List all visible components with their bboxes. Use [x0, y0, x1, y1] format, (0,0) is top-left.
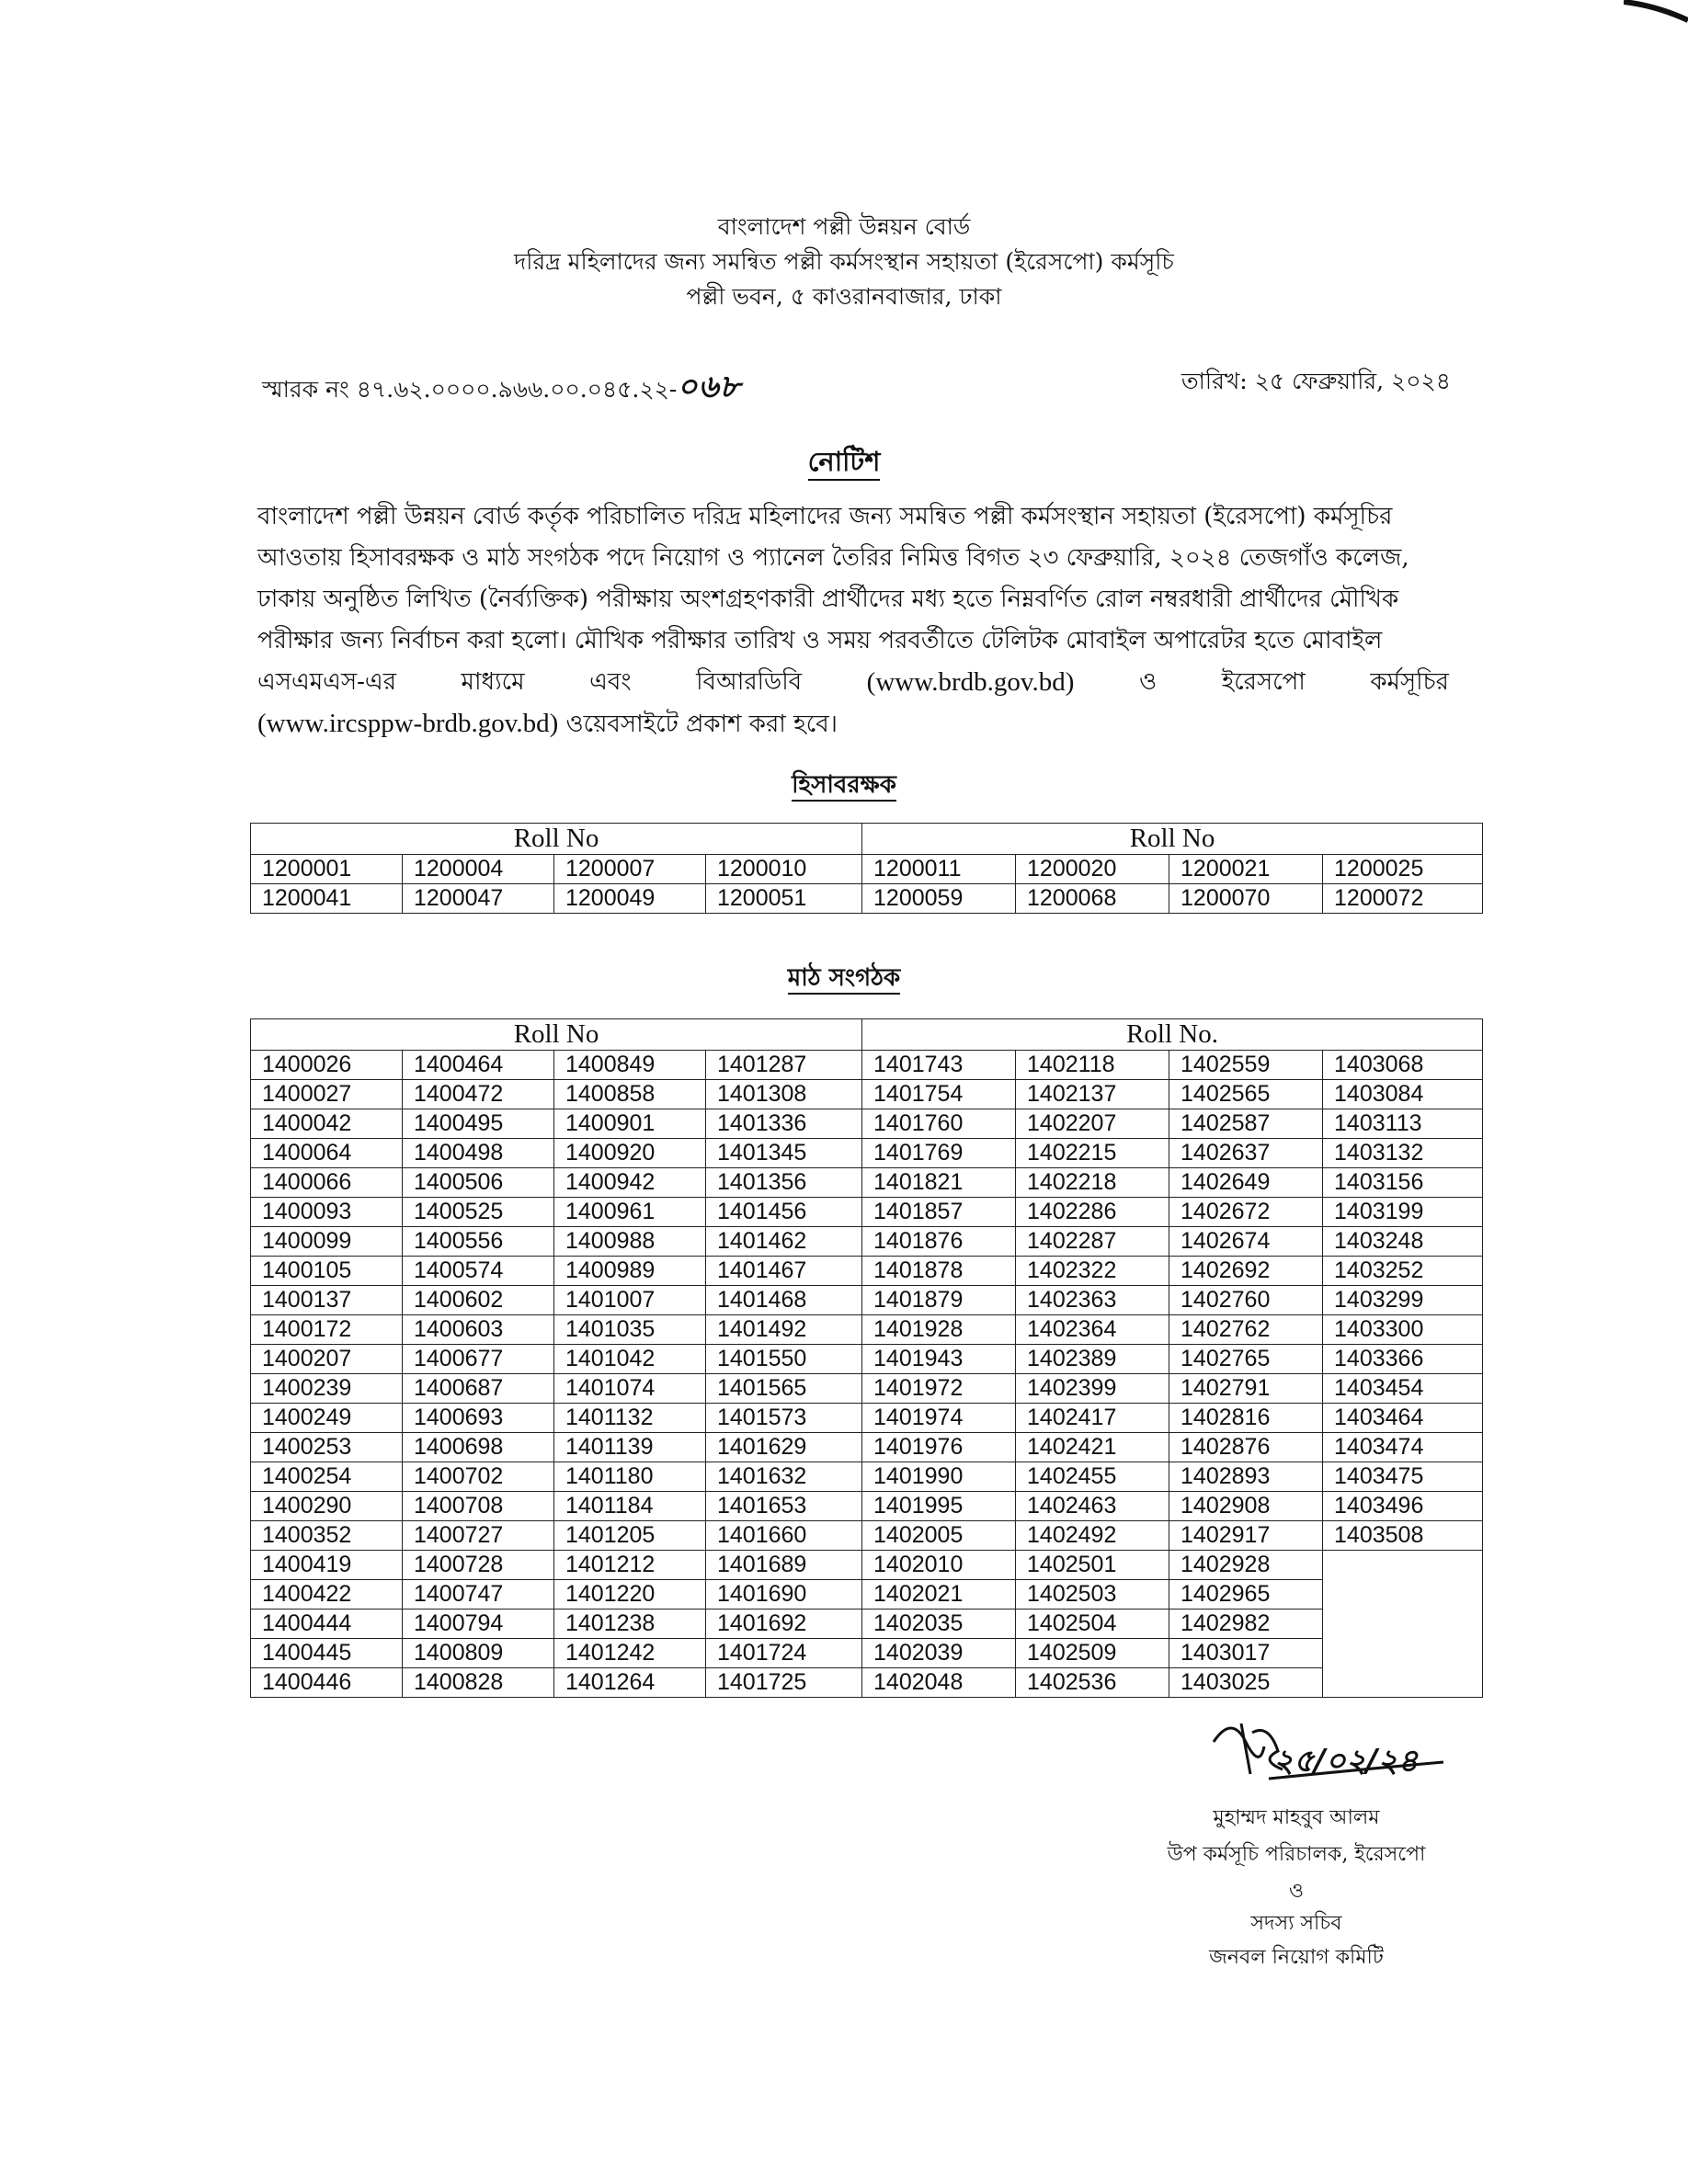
roll-no-header: Roll No — [862, 824, 1483, 855]
roll-cell: 1401653 — [706, 1492, 862, 1521]
table-row — [251, 1286, 1483, 1315]
field-organizer-section-title: মাঠ সংগঠক — [0, 959, 1688, 999]
roll-cell: 1401132 — [554, 1404, 706, 1433]
roll-cell: 1400290 — [251, 1492, 403, 1521]
roll-cell: 1402399 — [1016, 1374, 1169, 1404]
roll-cell: 1401692 — [706, 1610, 862, 1639]
roll-cell: 1400254 — [251, 1462, 403, 1492]
table-row — [251, 1109, 1483, 1139]
roll-cell: 1400093 — [251, 1198, 403, 1227]
table-row — [251, 1433, 1483, 1462]
roll-cell: 1403084 — [1323, 1080, 1483, 1109]
roll-cell: 1401467 — [706, 1257, 862, 1286]
roll-cell: 1403068 — [1323, 1051, 1483, 1080]
roll-cell: 1400445 — [251, 1639, 403, 1668]
roll-cell: 1400444 — [251, 1610, 403, 1639]
roll-cell: 1402010 — [862, 1551, 1016, 1580]
table-row — [251, 1227, 1483, 1257]
roll-cell: 1200068 — [1016, 884, 1169, 914]
roll-cell — [1323, 1610, 1483, 1639]
roll-cell: 1401468 — [706, 1286, 862, 1315]
roll-no-header: Roll No — [251, 824, 862, 855]
notice-line: (www.ircsppw-brdb.gov.bd) ওয়েবসাইটে প্রকাশ করা হবে। — [257, 709, 838, 738]
signatory-committee: জনবল নিয়োগ কমিটি — [1209, 1946, 1384, 1969]
roll-cell: 1403508 — [1323, 1521, 1483, 1551]
roll-cell: 1401690 — [706, 1580, 862, 1610]
roll-cell: 1401074 — [554, 1374, 706, 1404]
notice-line: ঢাকায় অনুষ্ঠিত লিখিত (নৈর্ব্যক্তিক) পরীক্ষায় অংশগ্রহণকারী প্রার্থীদের মধ্য হতে নিম্নবর্ণিত রোল নম্বরধারী প্রার্থীদের মৌখিক — [257, 586, 1399, 613]
roll-cell: 1400727 — [403, 1521, 554, 1551]
roll-cell: 1401632 — [706, 1462, 862, 1492]
roll-cell: 1402207 — [1016, 1109, 1169, 1139]
roll-cell: 1401139 — [554, 1433, 706, 1462]
roll-cell: 1401629 — [706, 1433, 862, 1462]
table-row — [251, 1080, 1483, 1109]
roll-cell: 1200010 — [706, 855, 862, 884]
roll-cell: 1400064 — [251, 1139, 403, 1168]
roll-cell: 1400693 — [403, 1404, 554, 1433]
roll-cell: 1403248 — [1323, 1227, 1483, 1257]
roll-cell: 1400419 — [251, 1551, 403, 1580]
roll-cell: 1200011 — [862, 855, 1016, 884]
roll-cell: 1402492 — [1016, 1521, 1169, 1551]
roll-cell: 1401743 — [862, 1051, 1016, 1080]
table-row — [251, 1198, 1483, 1227]
brdb-website-link[interactable]: (www.brdb.gov.bd) — [866, 667, 1075, 697]
roll-cell: 1401220 — [554, 1580, 706, 1610]
roll-cell: 1402364 — [1016, 1315, 1169, 1345]
roll-cell: 1403454 — [1323, 1374, 1483, 1404]
roll-cell: 1400472 — [403, 1080, 554, 1109]
roll-cell: 1401769 — [862, 1139, 1016, 1168]
roll-cell: 1400207 — [251, 1345, 403, 1374]
table-row — [251, 1168, 1483, 1198]
table-row — [251, 1668, 1483, 1698]
table-row — [251, 1492, 1483, 1521]
roll-cell: 1400464 — [403, 1051, 554, 1080]
signatory-conjunction: ও — [1288, 1880, 1305, 1903]
roll-cell: 1402455 — [1016, 1462, 1169, 1492]
roll-cell: 1402421 — [1016, 1433, 1169, 1462]
table-row — [251, 855, 1483, 884]
roll-cell: 1402893 — [1169, 1462, 1323, 1492]
roll-cell: 1402048 — [862, 1668, 1016, 1698]
table-row — [251, 1551, 1483, 1580]
roll-cell: 1400858 — [554, 1080, 706, 1109]
roll-cell: 1402587 — [1169, 1109, 1323, 1139]
roll-cell: 1403496 — [1323, 1492, 1483, 1521]
roll-cell: 1200007 — [554, 855, 706, 884]
roll-cell: 1402965 — [1169, 1580, 1323, 1610]
roll-cell: 1401007 — [554, 1286, 706, 1315]
roll-cell: 1400708 — [403, 1492, 554, 1521]
roll-cell: 1401456 — [706, 1198, 862, 1227]
roll-cell: 1403366 — [1323, 1345, 1483, 1374]
roll-cell: 1400239 — [251, 1374, 403, 1404]
table-row — [251, 1139, 1483, 1168]
table-row — [251, 1610, 1483, 1639]
roll-cell: 1402504 — [1016, 1610, 1169, 1639]
signatory-name: মুহাম্মদ মাহবুব আলম — [1213, 1806, 1380, 1829]
roll-cell: 1200047 — [403, 884, 554, 914]
roll-cell: 1200070 — [1169, 884, 1323, 914]
roll-cell: 1402876 — [1169, 1433, 1323, 1462]
roll-cell: 1401972 — [862, 1374, 1016, 1404]
org-name: বাংলাদেশ পল্লী উন্নয়ন বোর্ড — [717, 213, 971, 240]
roll-cell: 1200020 — [1016, 855, 1169, 884]
roll-cell: 1403025 — [1169, 1668, 1323, 1698]
roll-cell: 1402908 — [1169, 1492, 1323, 1521]
office-address: পল্লী ভবন, ৫ কাওরানবাজার, ঢাকা — [686, 283, 1002, 310]
signatory-role: সদস্য সচিব — [1250, 1912, 1342, 1935]
roll-cell: 1400446 — [251, 1668, 403, 1698]
roll-cell: 1402005 — [862, 1521, 1016, 1551]
ircsppw-website-link[interactable]: (www.ircsppw-brdb.gov.bd) — [257, 709, 559, 738]
roll-cell: 1403474 — [1323, 1433, 1483, 1462]
notice-line: আওতায় হিসাবরক্ষক ও মাঠ সংগঠক পদে নিয়োগ ও প্যানেল তৈরির নিমিত্ত বিগত ২৩ ফেব্রুয়ারি, ২০২৪ তেজগাঁও কলেজ, — [257, 544, 1409, 572]
memo-number — [262, 363, 741, 415]
roll-cell: 1400602 — [403, 1286, 554, 1315]
roll-cell — [1323, 1551, 1483, 1580]
roll-cell: 1400525 — [403, 1198, 554, 1227]
roll-cell: 1400249 — [251, 1404, 403, 1433]
roll-cell: 1402982 — [1169, 1610, 1323, 1639]
roll-cell: 1403475 — [1323, 1462, 1483, 1492]
roll-cell: 1402501 — [1016, 1551, 1169, 1580]
roll-cell: 1401042 — [554, 1345, 706, 1374]
table-row — [251, 1345, 1483, 1374]
roll-cell: 1400747 — [403, 1580, 554, 1610]
roll-cell: 1403300 — [1323, 1315, 1483, 1345]
roll-no-header: Roll No. — [862, 1019, 1483, 1051]
roll-cell: 1401725 — [706, 1668, 862, 1698]
roll-cell: 1403199 — [1323, 1198, 1483, 1227]
roll-cell: 1402363 — [1016, 1286, 1169, 1315]
table-row — [251, 1315, 1483, 1345]
memo-prefix: স্মারক নং ৪৭.৬২.০০০০.৯৬৬.০০.০৪৫.২২- — [262, 376, 678, 403]
roll-cell: 1401974 — [862, 1404, 1016, 1433]
roll-cell — [1323, 1668, 1483, 1698]
roll-cell: 1403464 — [1323, 1404, 1483, 1433]
roll-cell: 1401345 — [706, 1139, 862, 1168]
notice-date: তারিখ: ২৫ ফেব্রুয়ারি, ২০২৪ — [1180, 368, 1451, 394]
roll-cell: 1401660 — [706, 1521, 862, 1551]
roll-cell: 1402322 — [1016, 1257, 1169, 1286]
roll-cell: 1402021 — [862, 1580, 1016, 1610]
roll-cell: 1401878 — [862, 1257, 1016, 1286]
signature-image — [1195, 1705, 1462, 1797]
roll-cell: 1402816 — [1169, 1404, 1323, 1433]
roll-cell: 1402503 — [1016, 1580, 1169, 1610]
roll-cell: 1400352 — [251, 1521, 403, 1551]
roll-cell: 1401336 — [706, 1109, 862, 1139]
memo-handwritten-number: ০৬৮ — [677, 369, 741, 405]
roll-cell: 1403132 — [1323, 1139, 1483, 1168]
roll-cell: 1402791 — [1169, 1374, 1323, 1404]
roll-cell: 1400026 — [251, 1051, 403, 1080]
roll-cell — [1323, 1639, 1483, 1668]
table-row — [251, 1462, 1483, 1492]
program-name: দরিদ্র মহিলাদের জন্য সমন্বিত পল্লী কর্মসংস্থান সহায়তা (ইরেসপো) কর্মসূচি — [514, 248, 1174, 275]
roll-cell: 1402536 — [1016, 1668, 1169, 1698]
roll-cell: 1401928 — [862, 1315, 1016, 1345]
roll-cell: 1400556 — [403, 1227, 554, 1257]
roll-cell: 1402118 — [1016, 1051, 1169, 1080]
roll-cell: 1402286 — [1016, 1198, 1169, 1227]
roll-cell: 1402565 — [1169, 1080, 1323, 1109]
roll-cell: 1200049 — [554, 884, 706, 914]
roll-cell: 1400099 — [251, 1227, 403, 1257]
roll-cell: 1400677 — [403, 1345, 554, 1374]
roll-cell: 1400105 — [251, 1257, 403, 1286]
roll-cell: 1402672 — [1169, 1198, 1323, 1227]
roll-cell: 1401242 — [554, 1639, 706, 1668]
roll-cell: 1200025 — [1323, 855, 1483, 884]
roll-cell: 1402674 — [1169, 1227, 1323, 1257]
accountant-section-title: হিসাবরক্ষক — [0, 766, 1688, 806]
roll-cell: 1401976 — [862, 1433, 1016, 1462]
notice-line: পরীক্ষার জন্য নির্বাচন করা হলো। মৌখিক পরীক্ষার তারিখ ও সময় পরবর্তীতে টেলিটক মোবাইল অপারেটর হতে মোবাইল — [257, 627, 1383, 654]
roll-cell: 1402917 — [1169, 1521, 1323, 1551]
roll-cell: 1402215 — [1016, 1139, 1169, 1168]
roll-cell: 1401356 — [706, 1168, 862, 1198]
roll-cell: 1401264 — [554, 1668, 706, 1698]
roll-cell: 1401492 — [706, 1315, 862, 1345]
roll-cell: 1401565 — [706, 1374, 862, 1404]
notice-line: এসএমএস-এর মাধ্যমে এবং বিআরডিবি (www.brdb.gov.bd) ও ইরেসপো কর্মসূচির — [257, 662, 1449, 703]
roll-cell: 1401462 — [706, 1227, 862, 1257]
roll-cell — [1323, 1580, 1483, 1610]
roll-cell: 1401821 — [862, 1168, 1016, 1198]
roll-cell: 1403156 — [1323, 1168, 1483, 1198]
roll-cell: 1401879 — [862, 1286, 1016, 1315]
roll-cell: 1401212 — [554, 1551, 706, 1580]
roll-cell: 1402035 — [862, 1610, 1016, 1639]
roll-cell: 1401943 — [862, 1345, 1016, 1374]
roll-cell: 1400809 — [403, 1639, 554, 1668]
table-row — [251, 1639, 1483, 1668]
roll-cell: 1401238 — [554, 1610, 706, 1639]
roll-cell: 1400495 — [403, 1109, 554, 1139]
letterhead — [0, 210, 1688, 314]
roll-cell: 1402463 — [1016, 1492, 1169, 1521]
roll-cell: 1403299 — [1323, 1286, 1483, 1315]
roll-cell: 1402218 — [1016, 1168, 1169, 1198]
roll-cell: 1401287 — [706, 1051, 862, 1080]
notice-title: নোটিশ — [0, 441, 1688, 486]
notice-body — [257, 496, 1449, 745]
roll-cell: 1400027 — [251, 1080, 403, 1109]
roll-cell: 1400920 — [554, 1139, 706, 1168]
roll-cell: 1401035 — [554, 1315, 706, 1345]
roll-cell: 1400172 — [251, 1315, 403, 1345]
field-organizer-roll-table — [250, 1018, 1483, 1698]
roll-cell: 1401205 — [554, 1521, 706, 1551]
roll-cell: 1402928 — [1169, 1551, 1323, 1580]
table-row — [251, 1257, 1483, 1286]
roll-cell: 1400961 — [554, 1198, 706, 1227]
roll-cell: 1400828 — [403, 1668, 554, 1698]
roll-cell: 1402649 — [1169, 1168, 1323, 1198]
roll-cell: 1402287 — [1016, 1227, 1169, 1257]
roll-cell: 1400702 — [403, 1462, 554, 1492]
roll-cell: 1400574 — [403, 1257, 554, 1286]
table-row — [251, 1521, 1483, 1551]
roll-cell: 1400989 — [554, 1257, 706, 1286]
roll-cell: 1401573 — [706, 1404, 862, 1433]
roll-cell: 1401180 — [554, 1462, 706, 1492]
roll-cell: 1400506 — [403, 1168, 554, 1198]
roll-cell: 1402389 — [1016, 1345, 1169, 1374]
roll-cell: 1401184 — [554, 1492, 706, 1521]
roll-cell: 1402765 — [1169, 1345, 1323, 1374]
roll-cell: 1400698 — [403, 1433, 554, 1462]
roll-cell: 1402762 — [1169, 1315, 1323, 1345]
roll-cell: 1200041 — [251, 884, 403, 914]
roll-cell: 1200072 — [1323, 884, 1483, 914]
roll-cell: 1400849 — [554, 1051, 706, 1080]
roll-cell: 1402637 — [1169, 1139, 1323, 1168]
roll-cell: 1400137 — [251, 1286, 403, 1315]
roll-cell: 1403017 — [1169, 1639, 1323, 1668]
roll-cell: 1400042 — [251, 1109, 403, 1139]
roll-cell: 1403113 — [1323, 1109, 1483, 1139]
roll-cell: 1401308 — [706, 1080, 862, 1109]
roll-cell: 1400794 — [403, 1610, 554, 1639]
roll-cell: 1200051 — [706, 884, 862, 914]
roll-cell: 1400498 — [403, 1139, 554, 1168]
roll-cell: 1200004 — [403, 855, 554, 884]
roll-cell: 1401857 — [862, 1198, 1016, 1227]
roll-cell: 1401876 — [862, 1227, 1016, 1257]
roll-cell: 1400942 — [554, 1168, 706, 1198]
roll-cell: 1401689 — [706, 1551, 862, 1580]
roll-cell: 1200059 — [862, 884, 1016, 914]
roll-cell: 1401990 — [862, 1462, 1016, 1492]
roll-cell: 1401724 — [706, 1639, 862, 1668]
roll-cell: 1403252 — [1323, 1257, 1483, 1286]
signature-date: ২৫/০২/২৪ — [1273, 1743, 1419, 1780]
roll-cell: 1400988 — [554, 1227, 706, 1257]
accountant-roll-table — [250, 823, 1483, 914]
roll-cell: 1401995 — [862, 1492, 1016, 1521]
table-row — [251, 1404, 1483, 1433]
roll-cell: 1400422 — [251, 1580, 403, 1610]
signatory-designation: উপ কর্মসূচি পরিচালক, ইরেসপো — [1167, 1843, 1426, 1866]
roll-cell: 1400728 — [403, 1551, 554, 1580]
roll-cell: 1400603 — [403, 1315, 554, 1345]
roll-cell: 1402137 — [1016, 1080, 1169, 1109]
roll-cell: 1402559 — [1169, 1051, 1323, 1080]
roll-cell: 1400901 — [554, 1109, 706, 1139]
table-row — [251, 1374, 1483, 1404]
roll-cell: 1200001 — [251, 855, 403, 884]
table-row — [251, 884, 1483, 914]
scan-corner-mark — [1624, 0, 1688, 26]
roll-cell: 1402760 — [1169, 1286, 1323, 1315]
roll-cell: 1400066 — [251, 1168, 403, 1198]
roll-cell: 1200021 — [1169, 855, 1323, 884]
roll-cell: 1400687 — [403, 1374, 554, 1404]
roll-cell: 1401550 — [706, 1345, 862, 1374]
roll-cell: 1400253 — [251, 1433, 403, 1462]
roll-cell: 1402039 — [862, 1639, 1016, 1668]
table-row — [251, 1580, 1483, 1610]
roll-cell: 1401754 — [862, 1080, 1016, 1109]
notice-line: বাংলাদেশ পল্লী উন্নয়ন বোর্ড কর্তৃক পরিচালিত দরিদ্র মহিলাদের জন্য সমন্বিত পল্লী কর্মসংস্থান সহায়তা (ইরেসপো) কর্মসূচির — [257, 503, 1393, 530]
table-row — [251, 1051, 1483, 1080]
roll-no-header: Roll No — [251, 1019, 862, 1051]
roll-cell: 1402692 — [1169, 1257, 1323, 1286]
roll-cell: 1402417 — [1016, 1404, 1169, 1433]
roll-cell: 1402509 — [1016, 1639, 1169, 1668]
roll-cell: 1401760 — [862, 1109, 1016, 1139]
